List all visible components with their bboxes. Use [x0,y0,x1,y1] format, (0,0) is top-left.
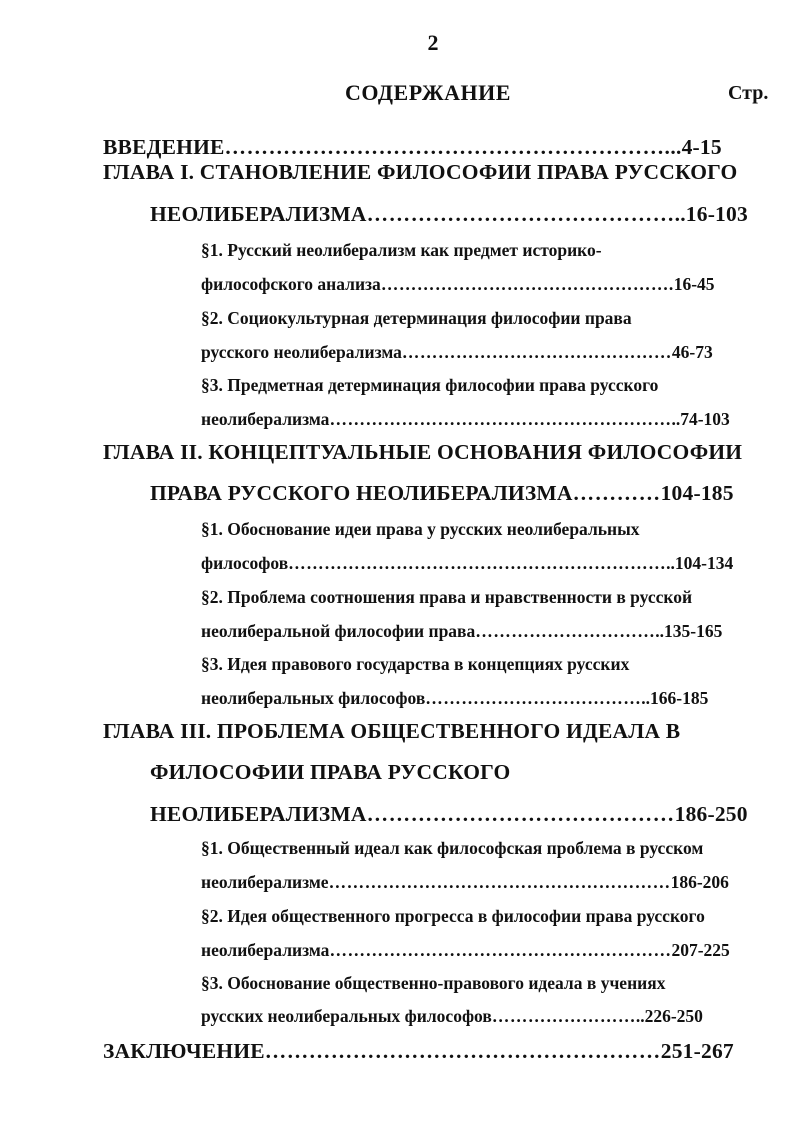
toc-section-1-1-title: §1. Русский неолиберализм как предмет историко- [201,240,602,260]
toc-chapter-2-title: ГЛАВА II. КОНЦЕПТУАЛЬНЫЕ ОСНОВАНИЯ ФИЛОСОФИИ [103,440,743,464]
toc-page-range: 16-45 [673,274,715,294]
toc-leader-dots: …………………… [491,1006,636,1026]
toc-section-3-3-entry [201,1006,703,1027]
toc-section-3-2-title: §2. Идея общественного прогресса в философии права русского [201,906,705,926]
toc-page-range: 186-250 [674,802,748,826]
toc-chapter-3-title-cont: ФИЛОСОФИИ ПРАВА РУССКОГО [150,760,511,784]
toc-entry-label: ЗАКЛЮЧЕНИЕ [103,1039,265,1063]
toc-section-3-1-title: §1. Общественный идеал как философская проблема в русском [201,838,704,858]
toc-leader-dots: ……………………………………………………. [224,135,671,159]
toc-page-range: ..4-15 [670,135,722,159]
toc-section-2-2-entry [201,621,722,642]
toc-chapter-3-entry [150,802,748,827]
toc-section-2-1-title: §1. Обоснование идеи права у русских неолиберальных [201,519,640,539]
toc-page-range: 186-206 [670,872,729,892]
toc-section-3-3-title: §3. Обоснование общественно-правового идеала в учениях [201,973,666,993]
toc-leader-dots: ………………………………………………… [328,872,671,892]
pages-column-label: Стр. [728,82,769,104]
toc-section-2-1-entry [201,553,733,574]
toc-entry-label: русских неолиберальных философов [201,1006,492,1026]
toc-entry-label: неолиберальной философии права [201,621,476,641]
toc-section-1-2-entry [201,342,713,363]
toc-entry-label: неолиберальных философов [201,688,426,708]
toc-leader-dots: …………………………………… [366,202,675,226]
toc-leader-dots: ………………………… [475,621,656,641]
toc-page-range: ..226-250 [635,1006,703,1026]
toc-entry-label: неолиберализме [201,872,329,892]
toc-page-range: 104-185 [660,481,734,505]
toc-entry-label: ВВЕДЕНИЕ [103,135,225,159]
toc-chapter-1-entry [150,202,748,227]
toc-entry-label: ПРАВА РУССКОГО НЕОЛИБЕРАЛИЗМА [150,481,573,505]
toc-section-2-3-entry [201,688,708,709]
toc-entry-label: неолиберализма [201,940,330,960]
toc-page-range: ..104-134 [666,553,734,573]
toc-entry-introduction [103,135,722,160]
toc-page-range: 251-267 [660,1039,734,1063]
toc-entry-label: философов [201,553,289,573]
toc-section-1-3-title: §3. Предметная детерминация философии права русского [201,375,659,395]
toc-section-2-2-title: §2. Проблема соотношения права и нравственности в русской [201,587,693,607]
toc-leader-dots: ……………………………………………… [264,1039,661,1063]
toc-leader-dots: ……………………………………… [401,342,672,362]
toc-entry-label: философского анализа [201,274,381,294]
toc-section-1-3-entry [201,409,730,430]
toc-entry-label: НЕОЛИБЕРАЛИЗМА [150,802,367,826]
toc-leader-dots: …………………………………… [366,802,675,826]
toc-chapter-1-title: ГЛАВА I. СТАНОВЛЕНИЕ ФИЛОСОФИИ ПРАВА РУССКОГО [103,160,738,184]
toc-section-3-1-entry [201,872,729,893]
toc-section-1-2-title: §2. Социокультурная детерминация философии права [201,308,632,328]
toc-entry-label: неолиберализма [201,409,330,429]
toc-section-3-2-entry [201,940,730,961]
toc-page-range: 46-73 [671,342,713,362]
toc-leader-dots: ………………………………………………… [329,940,672,960]
toc-entry-conclusion [103,1039,734,1064]
toc-page-range: ..135-165 [655,621,723,641]
toc-leader-dots: ………………………………………………… [329,409,672,429]
toc-entry-label: русского неолиберализма [201,342,402,362]
toc-chapter-2-entry [150,481,734,506]
toc-section-2-3-title: §3. Идея правового государства в концепциях русских [201,654,630,674]
toc-page-range: 207-225 [671,940,730,960]
toc-page-range: ..166-185 [641,688,709,708]
toc-section-1-1-entry [201,274,715,295]
toc-leader-dots: ……………………………………………………… [288,553,667,573]
toc-page-range: ..16-103 [674,202,748,226]
toc-leader-dots: ………… [572,481,661,505]
toc-page-range: ..74-103 [671,409,730,429]
toc-leader-dots: ……………………………… [425,688,642,708]
page-title: СОДЕРЖАНИЕ [345,80,511,105]
toc-chapter-3-title: ГЛАВА III. ПРОБЛЕМА ОБЩЕСТВЕННОГО ИДЕАЛА В [103,719,681,743]
toc-entry-label: НЕОЛИБЕРАЛИЗМА [150,202,367,226]
toc-leader-dots: …………………………………………. [380,274,674,294]
page-number: 2 [427,30,439,55]
